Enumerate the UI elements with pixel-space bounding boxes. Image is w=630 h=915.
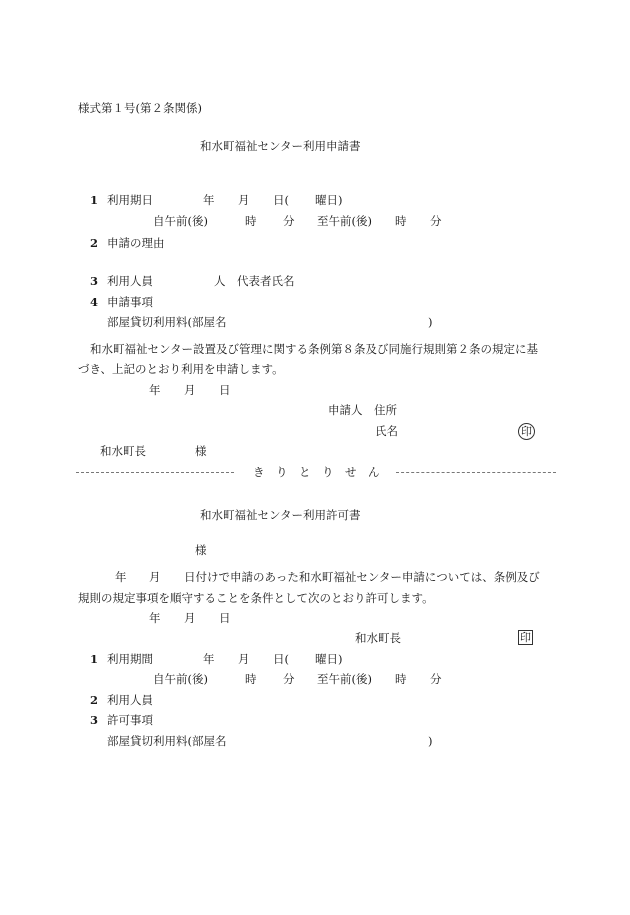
cut-line-right <box>396 472 556 473</box>
day-unit: 日 <box>219 611 231 625</box>
permit-body-text: 日付けで申請のあった和水町福祉センター申請については、条例及び <box>184 570 540 584</box>
statement-text: 和水町福祉センター設置及び管理に関する条例第８条及び同施行規則第２条の規定に基 <box>90 342 539 356</box>
room-fee-label: 部屋貸切利用料(部屋名 <box>107 734 227 748</box>
day-unit: 日( <box>273 193 289 207</box>
hour-unit: 時 <box>395 214 407 228</box>
time-from-label: 自午前(後) <box>153 214 208 228</box>
item-number: 1 <box>90 652 99 666</box>
room-fee-close: ) <box>428 315 433 329</box>
cut-line-label: き り と り せ ん <box>253 465 380 479</box>
month-unit: 月 <box>184 611 196 625</box>
seal-text: 印 <box>518 423 535 440</box>
hour-unit: 時 <box>245 214 257 228</box>
people-unit: 人 <box>214 274 226 288</box>
month-unit: 月 <box>238 193 250 207</box>
reason-label: 申請の理由 <box>107 236 165 250</box>
applicant-label: 申請人 <box>328 403 363 417</box>
item-number: 2 <box>90 693 99 707</box>
representative-name-label: 代表者氏名 <box>237 274 295 288</box>
time-to-label: 至午前(後) <box>317 672 372 686</box>
day-unit: 日( <box>273 652 289 666</box>
room-fee-label: 部屋貸切利用料(部屋名 <box>107 315 227 329</box>
minute-unit: 分 <box>430 672 442 686</box>
item-number: 2 <box>90 236 99 250</box>
weekday-unit: 曜日) <box>315 652 343 666</box>
address-label: 住所 <box>374 403 397 417</box>
item-number: 4 <box>90 295 99 309</box>
item-number: 3 <box>90 713 99 727</box>
month-unit: 月 <box>149 570 161 584</box>
year-unit: 年 <box>149 383 161 397</box>
month-unit: 月 <box>238 652 250 666</box>
permit-items-label: 許可事項 <box>107 713 153 727</box>
minute-unit: 分 <box>283 672 295 686</box>
people-count-label: 利用人員 <box>107 274 153 288</box>
year-unit: 年 <box>149 611 161 625</box>
time-to-label: 至午前(後) <box>317 214 372 228</box>
request-items-label: 申請事項 <box>107 295 153 309</box>
name-label: 氏名 <box>375 424 398 438</box>
seal-mark <box>518 630 533 645</box>
people-count-label: 利用人員 <box>107 693 153 707</box>
application-title: 和水町福祉センター利用申請書 <box>200 139 361 153</box>
weekday-unit: 曜日) <box>315 193 343 207</box>
seal-text: 印 <box>520 631 531 644</box>
honorific: 様 <box>195 543 207 557</box>
minute-unit: 分 <box>430 214 442 228</box>
item-number: 3 <box>90 274 99 288</box>
month-unit: 月 <box>184 383 196 397</box>
room-fee-close: ) <box>428 734 433 748</box>
statement-text: づき、上記のとおり利用を申請します。 <box>78 362 284 376</box>
seal-mark <box>518 423 535 440</box>
year-unit: 年 <box>115 570 127 584</box>
issuer-mayor: 和水町長 <box>355 631 401 645</box>
time-from-label: 自午前(後) <box>153 672 208 686</box>
form-number: 様式第１号(第２条関係) <box>78 101 202 115</box>
day-unit: 日 <box>219 383 231 397</box>
addressee-mayor: 和水町長 <box>100 444 146 458</box>
hour-unit: 時 <box>245 672 257 686</box>
cut-line-left <box>76 472 234 473</box>
usage-period-label: 利用期間 <box>107 652 153 666</box>
hour-unit: 時 <box>395 672 407 686</box>
year-unit: 年 <box>203 652 215 666</box>
year-unit: 年 <box>203 193 215 207</box>
usage-date-label: 利用期日 <box>107 193 153 207</box>
minute-unit: 分 <box>283 214 295 228</box>
item-number: 1 <box>90 193 99 207</box>
permit-body-text: 規則の規定事項を順守することを条件として次のとおり許可します。 <box>78 591 434 605</box>
permit-title: 和水町福祉センター利用許可書 <box>200 508 361 522</box>
honorific: 様 <box>195 444 207 458</box>
